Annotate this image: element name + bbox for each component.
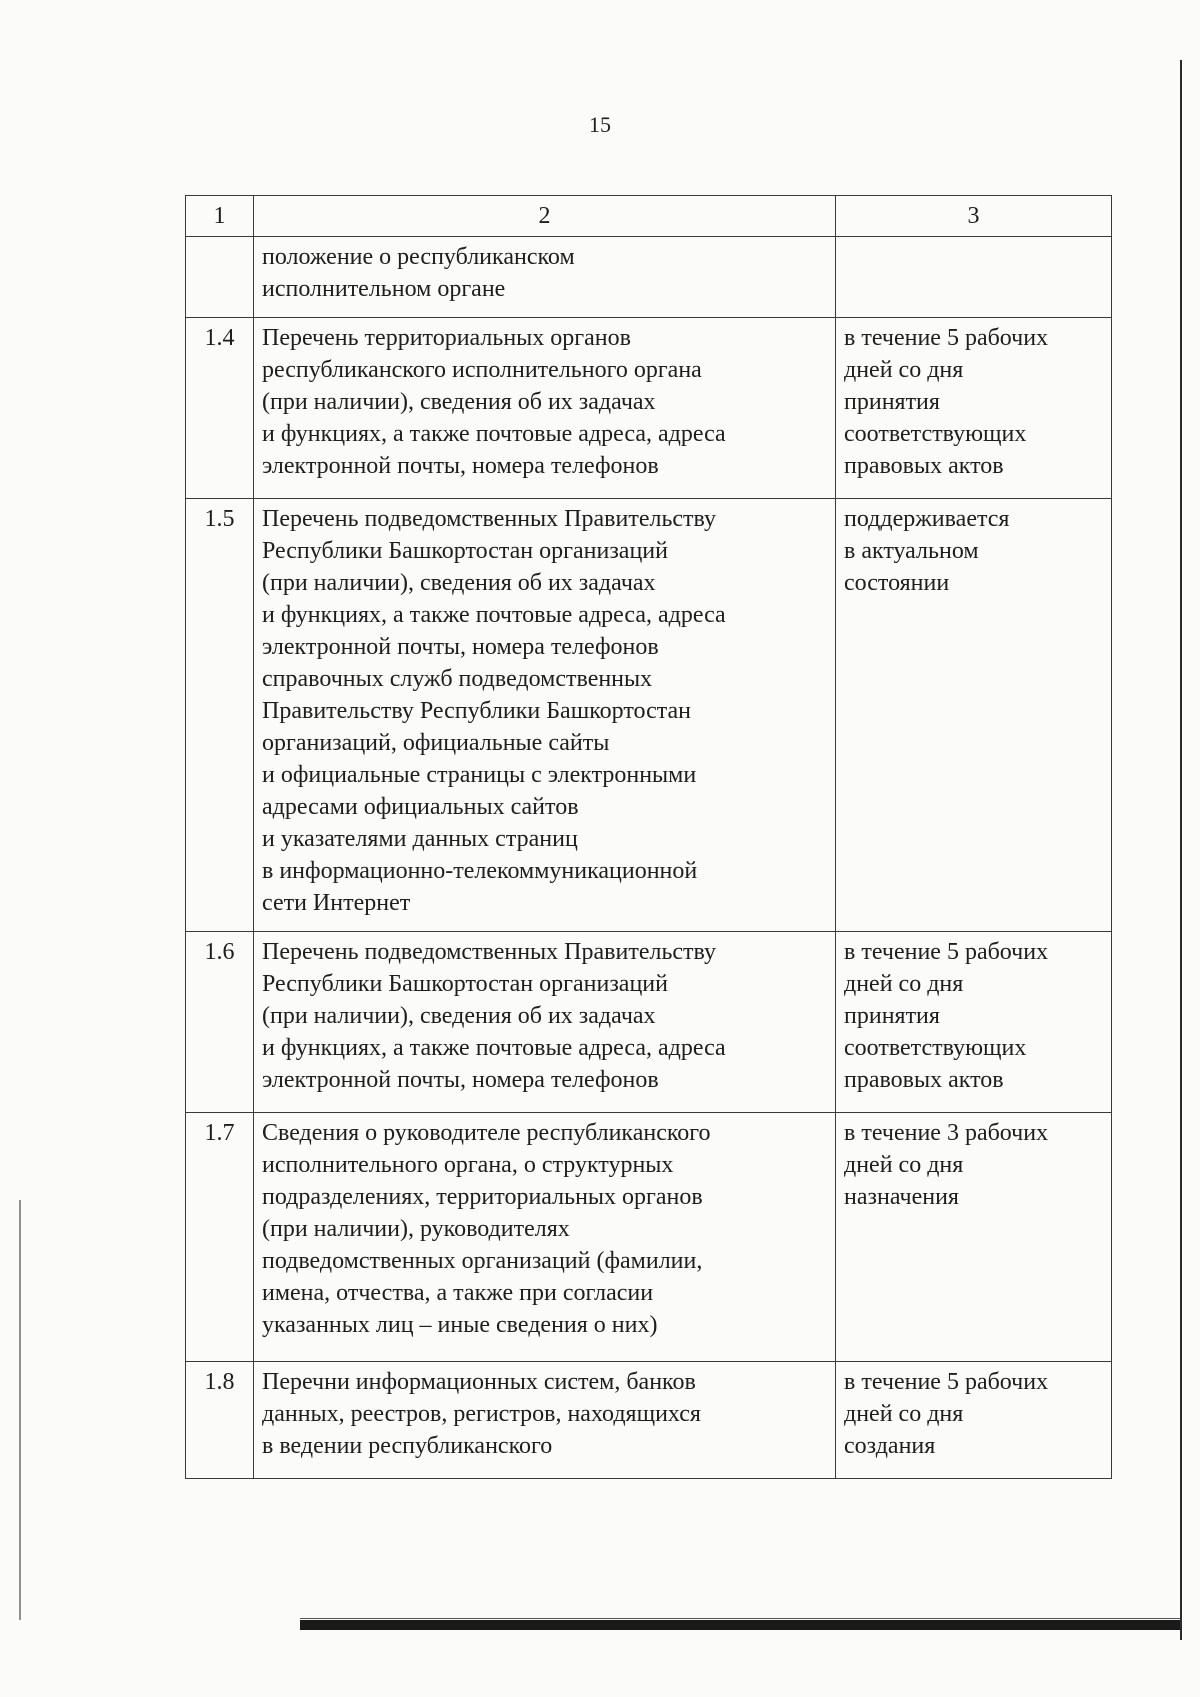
row-number [186,237,254,318]
row-deadline: в течение 3 рабочих дней со дня назначения [836,1113,1112,1362]
document-table [185,195,1112,1479]
table-row [186,237,1112,318]
header-col-3: 3 [836,196,1112,237]
row-number: 1.5 [186,499,254,932]
row-deadline [836,237,1112,318]
page-number: 15 [589,112,611,137]
row-number: 1.6 [186,932,254,1113]
row-number: 1.7 [186,1113,254,1362]
row-number: 1.4 [186,318,254,499]
table-header-row [186,196,1112,237]
table-row [186,499,1112,932]
scan-edge-right [1180,60,1182,1640]
row-description: Перечни информационных систем, банков данных, реестров, регистров, находящихся в ведении республиканского [254,1362,836,1479]
row-deadline: поддерживается в актуальном состоянии [836,499,1112,932]
row-deadline: в течение 5 рабочих дней со дня принятия соответствующих правовых актов [836,932,1112,1113]
row-description: Сведения о руководителе республиканского исполнительного органа, о структурных подразделениях, территориальных органов (при наличии), руководителях подведомственных организаций (фамилии, имена, отчества, а также при согласии указанных лиц – иные сведения о них) [254,1113,836,1362]
row-description: положение о республиканском исполнительном органе [254,237,836,318]
header-col-2: 2 [254,196,836,237]
table-row [186,1113,1112,1362]
row-deadline: в течение 5 рабочих дней со дня принятия соответствующих правовых актов [836,318,1112,499]
table-row [186,932,1112,1113]
row-number: 1.8 [186,1362,254,1479]
scan-bottom-bar [300,1620,1180,1630]
row-description: Перечень подведомственных Правительству Республики Башкортостан организаций (при наличии), сведения об их задачах и функциях, а также почтовые адреса, адреса электронной почты, номера телефонов справочных служб подведомственных Правительству Республики Башкортостан организаций, официальные сайты и официальные страницы с электронными адресами официальных сайтов и указателями данных страниц в информационно-телекоммуникационной сети Интернет [254,499,836,932]
table-row [186,1362,1112,1479]
header-col-1: 1 [186,196,254,237]
table-row [186,318,1112,499]
scan-bottom-line [300,1618,1180,1619]
row-description: Перечень территориальных органов республиканского исполнительного органа (при наличии), сведения об их задачах и функциях, а также почтовые адреса, адреса электронной почты, номера телефонов [254,318,836,499]
row-description: Перечень подведомственных Правительству Республики Башкортостан организаций (при наличии), сведения об их задачах и функциях, а также почтовые адреса, адреса электронной почты, номера телефонов [254,932,836,1113]
scan-edge-left [19,1200,21,1620]
row-deadline: в течение 5 рабочих дней со дня создания [836,1362,1112,1479]
